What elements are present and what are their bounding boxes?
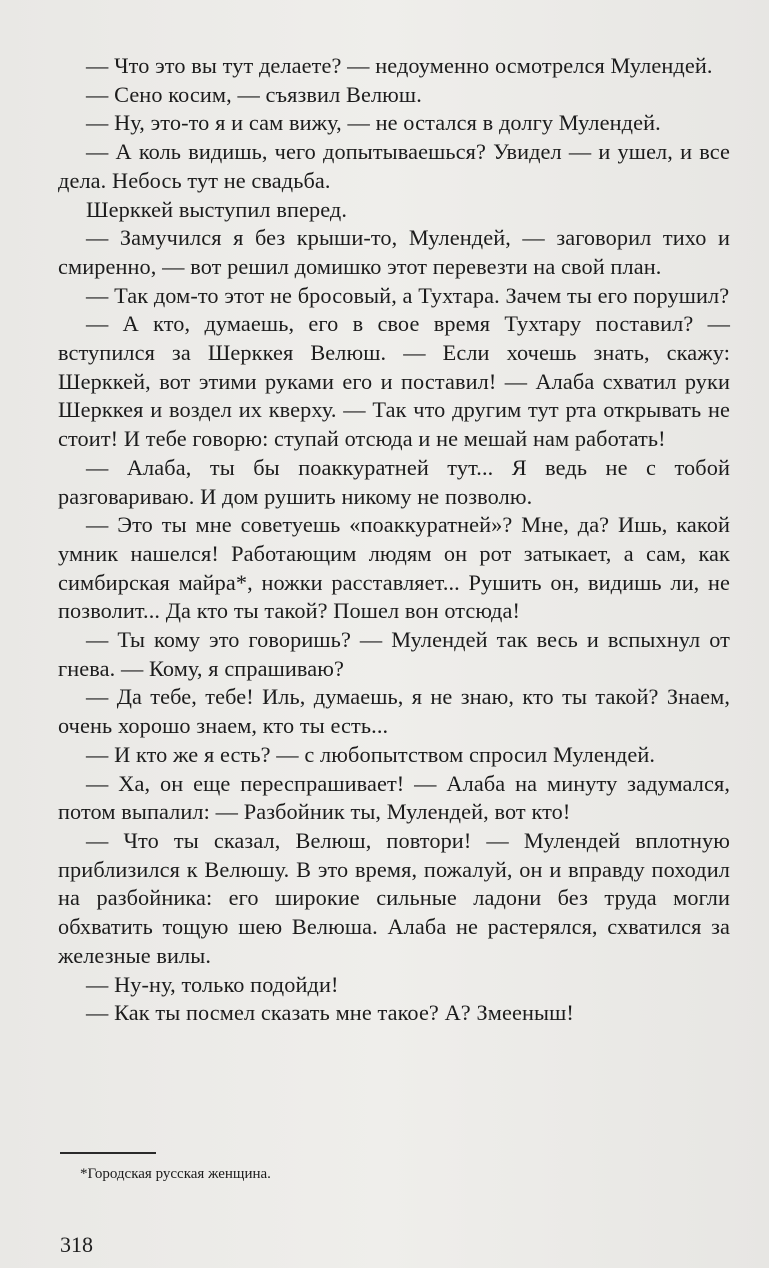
paragraph: — Да тебе, тебе! Иль, думаешь, я не знаю, кто ты такой? Знаем, очень хорошо знаем, кто ты есть... xyxy=(58,684,730,739)
footnote: *Городская русская женщина. xyxy=(80,1166,271,1182)
paragraph: — Что ты сказал, Велюш, повтори! — Мулендей вплотную приблизился к Велюшу. В это время, пожалуй, он и вправду походил на разбойника: его широкие сильные ладони без труда могли обхватить тощую шею Велюша. Алаба не растерялся, схватился за железные вилы. xyxy=(58,827,730,968)
paragraph: — Так дом-то этот не бросовый, а Тухтара. Зачем ты его порушил? xyxy=(86,282,730,308)
paragraph: — Ха, он еще переспрашивает! — Алаба на минуту задумался, потом выпалил: — Разбойник ты, Мулендей, вот кто! xyxy=(58,770,730,825)
paragraph: — Ты кому это говоришь? — Мулендей так весь и вспыхнул от гнева. — Кому, я спрашиваю? xyxy=(58,627,730,681)
paragraph: — Что это вы тут делаете? — недоуменно осмотрелся Мулендей. xyxy=(86,53,713,78)
paragraph: — А коль видишь, чего допытываешься? Увидел — и ушел, и все дела. Небось тут не свадьба. xyxy=(58,139,730,193)
paragraph: — И кто же я есть? — с любопытством спросил Мулендей. xyxy=(86,741,656,767)
paragraph: — А кто, думаешь, его в свое время Тухтару поставил? — вступился за Шерккея Велюш. — Если хочешь знать, скажу: Шерккей, вот этими руками его и поставил! — Алаба схватил руки Шерккея и воздел их кверху. — Так что другим тут рта открывать не стоит! И тебе говорю: ступай отсюда и не мешай нам работать! xyxy=(58,311,730,452)
paragraph: — Это ты мне советуешь «поаккуратней»? Мне, да? Ишь, какой умник нашелся! Работающим людям он рот затыкает, а сам, как симбирская майра*, ножки расставляет... Рушить он, видишь ли, не позволит... Да кто ты такой? Пошел вон отсюда! xyxy=(58,512,730,624)
body-text xyxy=(58,52,730,1028)
footnote-divider xyxy=(60,1152,156,1154)
paragraph: — Сено косим, — съязвил Велюш. xyxy=(86,81,422,107)
paragraph: — Алаба, ты бы поаккуратней тут... Я ведь не с тобой разговариваю. И дом рушить никому не позволю. xyxy=(58,454,730,509)
paragraph: — Ну-ну, только подойди! xyxy=(86,971,339,997)
paragraph: Шерккей выступил вперед. xyxy=(86,196,348,222)
paragraph: — Как ты посмел сказать мне такое? А? Змееныш! xyxy=(86,1000,574,1026)
paragraph: — Ну, это-то я и сам вижу, — не остался в долгу Мулендей. xyxy=(86,110,661,136)
page-number: 318 xyxy=(60,1232,93,1257)
paragraph: — Замучился я без крыши-то, Мулендей, — заговорил тихо и смиренно, — вот решил домишко этот перевезти на свой план. xyxy=(58,225,730,279)
